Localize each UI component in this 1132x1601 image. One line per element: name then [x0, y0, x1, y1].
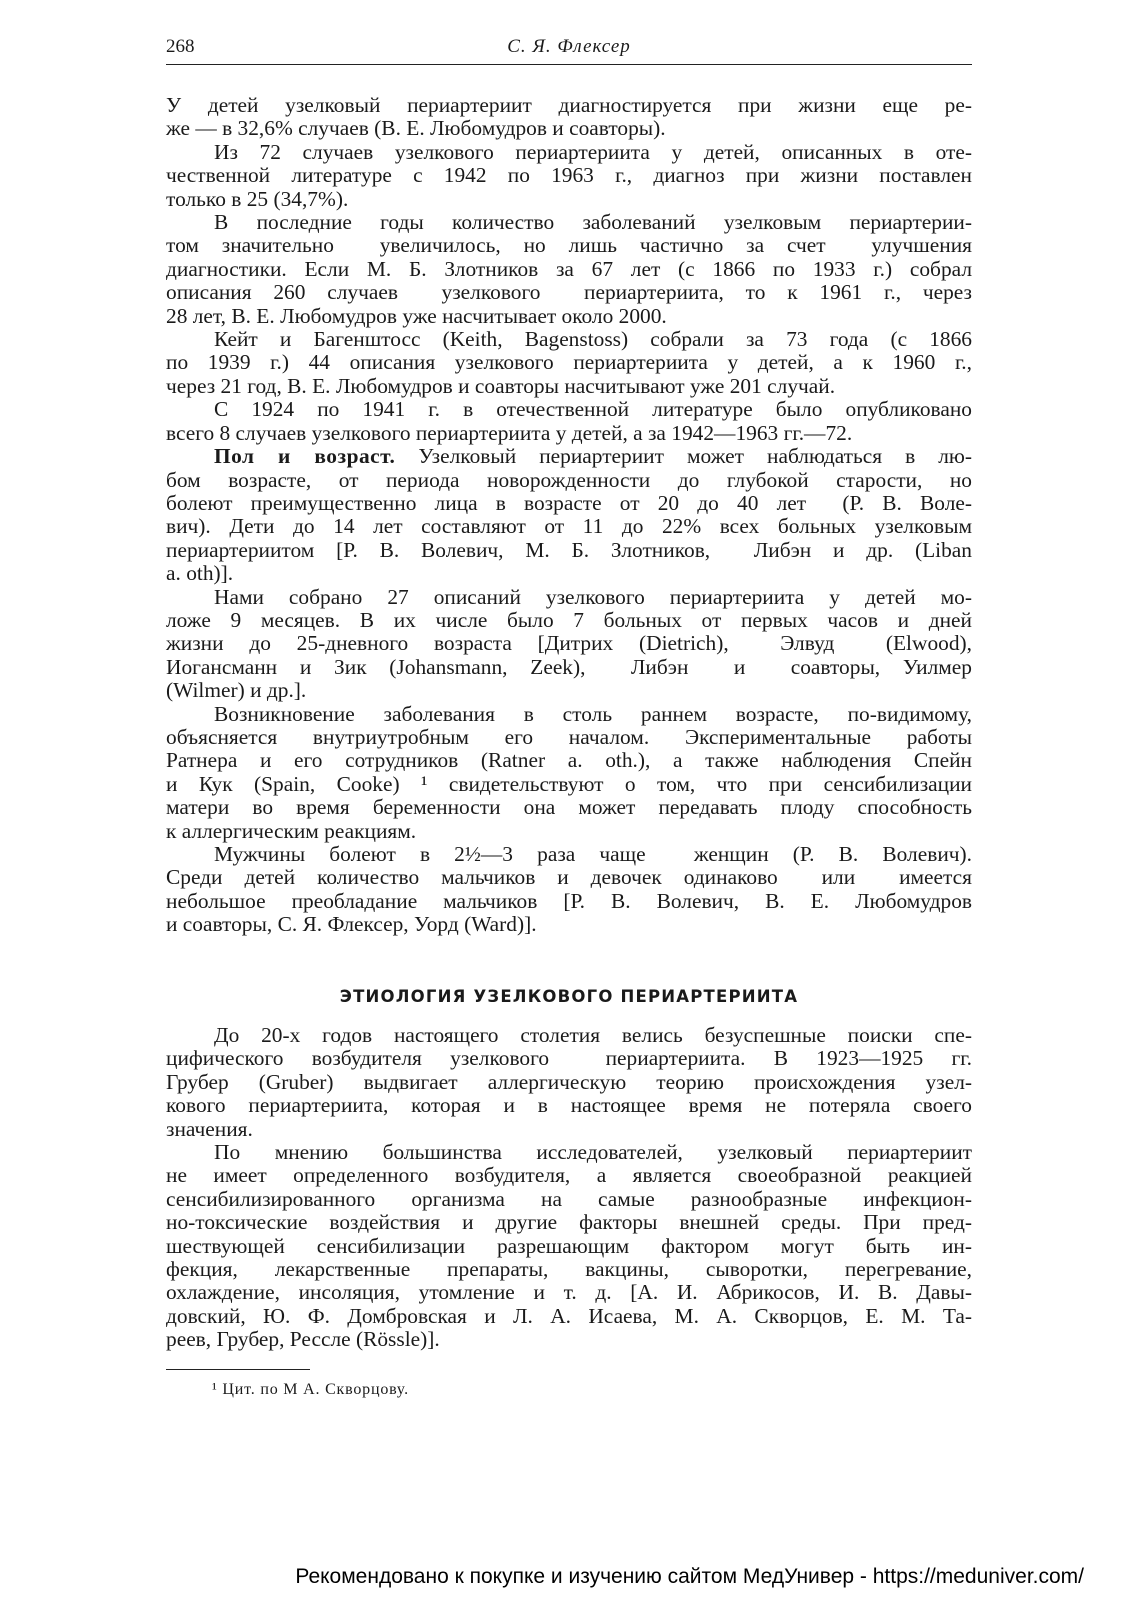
text-line [166, 820, 972, 843]
line-text: Грубер (Gruber) выдвигает аллергическую теорию происхождения узел- [166, 1069, 972, 1094]
text-line [166, 515, 972, 538]
paragraph [166, 141, 972, 211]
text-line [166, 749, 972, 772]
line-text: болеют преимущественно лица в возрасте от 20 до 40 лет (Р. В. Воле- [166, 490, 972, 515]
body-text-section-1 [166, 94, 972, 937]
line-text: Из 72 случаев узелкового периартериита у детей, описанных в оте- [214, 139, 972, 164]
line-text: a. oth)]. [166, 561, 234, 586]
line-text: Узелковый периартериит может наблюдаться в лю- [395, 444, 972, 469]
text-line [166, 1305, 972, 1328]
text-line [166, 492, 972, 515]
line-text: периартериитом [Р. В. Волевич, М. Б. Злотников, Либэн и др. (Liban [166, 537, 972, 562]
text-line [166, 703, 972, 726]
body-text-section-2 [166, 1024, 972, 1352]
text-line [166, 726, 972, 749]
text-line [166, 305, 972, 328]
text-line [166, 539, 972, 562]
line-text: кового периартериита, которая и в настоящее время не потеряла своего [166, 1093, 972, 1118]
paragraph [166, 398, 972, 445]
text-line [166, 632, 972, 655]
line-text: Нами собрано 27 описаний узелкового периартериита у детей мо- [214, 584, 972, 609]
footnote-text: Цит. по М А. Скворцову. [222, 1381, 409, 1398]
text-line [166, 398, 972, 421]
line-text: До 20-х годов настоящего столетия велись безуспешные поиски спе- [214, 1023, 972, 1047]
text-line [166, 445, 972, 468]
text-line [166, 1188, 972, 1211]
line-text: и Кук (Spain, Cooke) ¹ свидетельствуют о том, что при сенсибилизации [166, 771, 972, 796]
line-text: Кейт и Багенштосс (Keith, Bagenstoss) собрали за 73 года (с 1866 [214, 327, 972, 352]
line-text: и соавторы, С. Я. Флексер, Уорд (Ward)]. [166, 912, 537, 937]
paragraph [166, 1141, 972, 1352]
line-text: небольшое преобладание мальчиков [Р. В. Волевич, В. Е. Любомудров [166, 888, 972, 913]
line-text: к аллергическим реакциям. [166, 818, 417, 843]
text-line [166, 188, 972, 211]
line-text: Иогансманн и Зик (Johansmann, Zeek), Либэн и соавторы, Уилмер [166, 654, 972, 679]
line-text: цифического возбудителя узелкового периартериита. В 1923—1925 гг. [166, 1046, 972, 1071]
text-line [166, 656, 972, 679]
text-line [166, 1211, 972, 1234]
page-header [166, 34, 972, 65]
line-text: значения. [166, 1116, 253, 1141]
line-text: всего 8 случаев узелкового периартериита у детей, а за 1942—1963 гг.—72. [166, 420, 853, 445]
line-text: вич). Дети до 14 лет составляют от 11 до 22% всех больных узелковым [166, 514, 972, 539]
line-text: шествующей сенсибилизации разрешающим фактором могут быть ин- [166, 1233, 972, 1258]
line-text: диагностики. Если М. Б. Злотников за 67 лет (с 1866 по 1933 г.) собрал [166, 256, 972, 281]
watermark-link-text: Рекомендовано к покупке и изучению сайтом МедУнивер - https://meduniver.com/ [295, 1565, 1084, 1588]
text-line [166, 1118, 972, 1141]
line-text: В последние годы количество заболеваний узелковым периартерии- [214, 210, 972, 235]
line-text: по 1939 г.) 44 описания узелкового периартериита у детей, а к 1960 г., [166, 350, 972, 375]
text-line [166, 164, 972, 187]
paragraph [166, 703, 972, 843]
line-text: У детей узелковый периартериит диагностируется при жизни еще ре- [166, 93, 972, 117]
text-line [166, 1258, 972, 1281]
text-line [166, 609, 972, 632]
run-in-heading: Пол и возраст. [214, 444, 396, 469]
text-line [166, 375, 972, 398]
paragraph [166, 328, 972, 398]
line-text: сенсибилизированного организма на самые разнообразные инфекцион- [166, 1186, 972, 1211]
line-text: через 21 год, В. Е. Любомудров и соавторы насчитывают уже 201 случай. [166, 373, 836, 398]
text-line [166, 890, 972, 913]
text-line [166, 1164, 972, 1187]
paragraph [166, 94, 972, 141]
page-number: 268 [166, 36, 195, 57]
text-line [166, 117, 972, 140]
text-line [166, 562, 972, 585]
text-line [166, 1024, 972, 1047]
line-text: жизни до 25-дневного возраста [Дитрих (Dietrich), Элвуд (Elwood), [166, 631, 972, 656]
line-text: Мужчины болеют в 2½—3 раза чаще женщин (Р. В. Волевич). [214, 842, 972, 866]
text-line [166, 586, 972, 609]
line-text: том значительно увеличилось, но лишь частично за счет улучшения [166, 233, 972, 258]
text-line [166, 1328, 972, 1351]
section-heading: ЭТИОЛОГИЯ УЗЕЛКОВОГО ПЕРИАРТЕРИИТА [339, 987, 799, 1006]
text-line [166, 141, 972, 164]
text-line [166, 1281, 972, 1304]
text-line [166, 679, 972, 702]
line-text: Возникновение заболевания в столь раннем возрасте, по-видимому, [214, 701, 972, 726]
text-line [166, 1071, 972, 1094]
line-text: 28 лет, В. Е. Любомудров уже насчитывает около 2000. [166, 303, 667, 328]
line-text: довский, Ю. Ф. Домбровская и Л. А. Исаева, М. А. Скворцов, Е. М. Та- [166, 1303, 972, 1328]
paragraph [166, 445, 972, 585]
footnote-marker: ¹ [212, 1381, 218, 1398]
text-line [166, 234, 972, 257]
text-line [166, 1094, 972, 1117]
text-line [166, 281, 972, 304]
running-title: С. Я. Флексер [507, 36, 631, 57]
line-text: фекция, лекарственные препараты, вакцины, сыворотки, перегревание, [166, 1257, 972, 1282]
line-text: матери во время беременности она может передавать плоду способность [166, 795, 972, 820]
text-line [166, 773, 972, 796]
line-text: только в 25 (34,7%). [166, 186, 349, 211]
text-line [166, 211, 972, 234]
line-text: же — в 32,6% случаев (В. Е. Любомудров и соавторы). [166, 116, 666, 141]
text-line [166, 1235, 972, 1258]
paragraph [166, 211, 972, 328]
text-line [166, 422, 972, 445]
line-text: объясняется внутриутробным его началом. Экспериментальные работы [166, 724, 972, 749]
text-line [166, 469, 972, 492]
line-text: охлаждение, инсоляция, утомление и т. д. [А. И. Абрикосов, И. В. Давы- [166, 1280, 972, 1305]
line-text: С 1924 по 1941 г. в отечественной литературе было опубликовано [214, 397, 972, 422]
footnote-divider [166, 1369, 310, 1370]
text-line [166, 1141, 972, 1164]
text-line [166, 796, 972, 819]
text-line [166, 328, 972, 351]
line-text: не имеет определенного возбудителя, а является своеобразной реакцией [166, 1163, 972, 1188]
text-line [166, 866, 972, 889]
line-text: описания 260 случаев узелкового периартериита, то к 1961 г., через [166, 280, 972, 305]
line-text: но-токсические воздействия и другие факторы внешней среды. При пред- [166, 1210, 972, 1235]
text-line [166, 843, 972, 866]
text-line [166, 351, 972, 374]
text-line [166, 1047, 972, 1070]
line-text: реев, Грубер, Рессле (Rössle)]. [166, 1327, 440, 1352]
line-text: чественной литературе с 1942 по 1963 г., диагноз при жизни поставлен [166, 163, 972, 188]
text-line [166, 913, 972, 936]
footnote [212, 1381, 409, 1399]
line-text: ложе 9 месяцев. В их числе было 7 больных от первых часов и дней [166, 607, 972, 632]
line-text: (Wilmer) и др.]. [166, 678, 307, 703]
text-line [166, 94, 972, 117]
line-text: бом возрасте, от периода новорожденности до глубокой старости, но [166, 467, 972, 492]
paragraph [166, 586, 972, 703]
line-text: Ратнера и его сотрудников (Ratner a. oth.), а также наблюдения Спейн [166, 748, 972, 773]
paragraph [166, 843, 972, 937]
text-line [166, 258, 972, 281]
line-text: По мнению большинства исследователей, узелковый периартериит [214, 1140, 972, 1165]
line-text: Среди детей количество мальчиков и девочек одинаково или имеется [166, 865, 972, 890]
paragraph [166, 1024, 972, 1141]
